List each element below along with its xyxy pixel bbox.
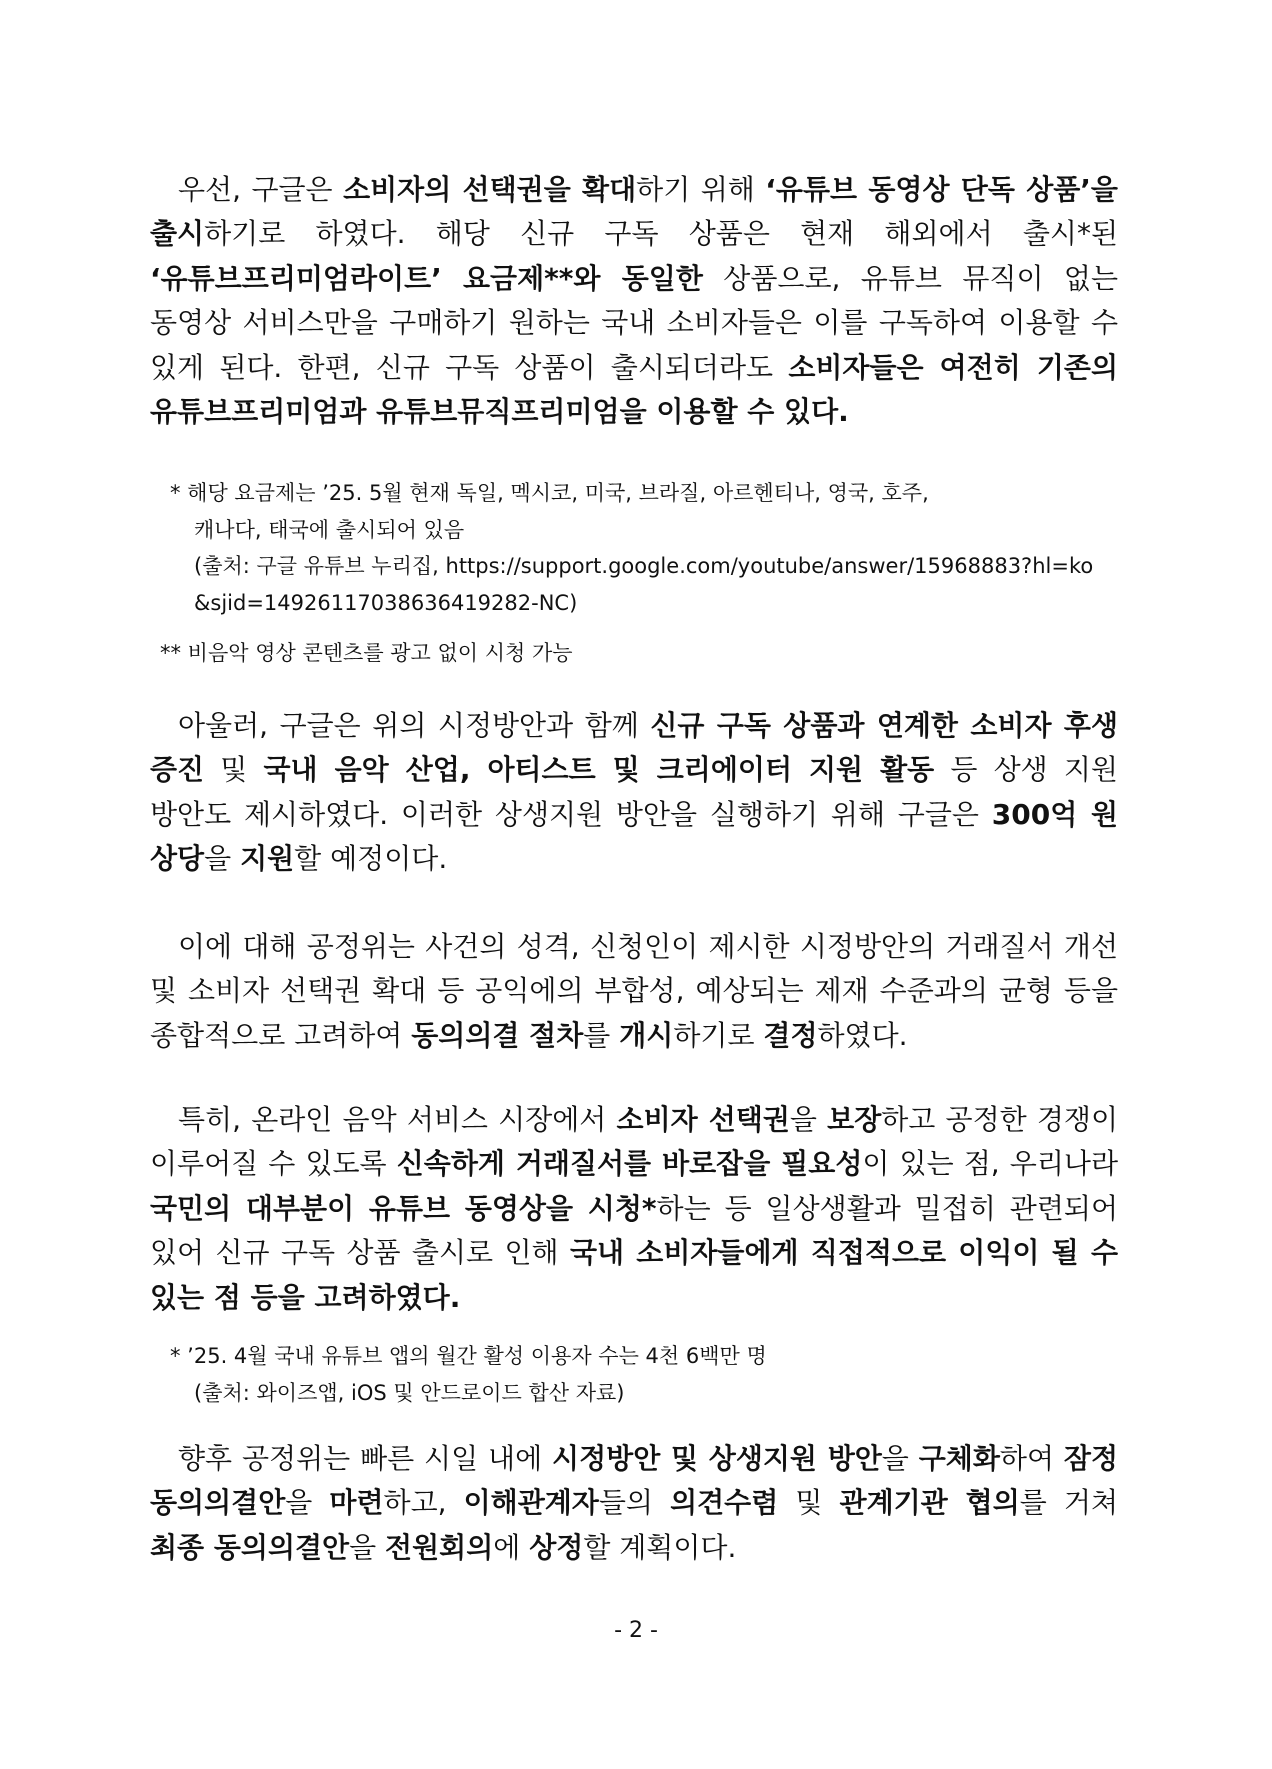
paragraph-future-plan: 향후 공정위는 빠른 시일 내에 시정방안 및 상생지원 방안을 구체화하여 잠정 동의의결안을 마련하고, 이해관계자들의 의견수렴 및 관계기관 협의를 거쳐 최종 동의의결안을 전원회의에 상정할 계획이다.: [150, 1442, 1119, 1564]
footnote-plan-availability: [170, 475, 1120, 621]
footnote-ad-free: ** 비음악 영상 콘텐츠를 광고 없이 시청 가능: [160, 641, 573, 665]
footnote-line: * 해당 요금제는 ’25. 5월 현재 독일, 멕시코, 미국, 브라질, 아르헨티나, 영국, 호주,: [170, 481, 929, 505]
footnote-source-url-cont: &sjid=14926117038636419282-NC): [194, 590, 578, 615]
paragraph-coexistence-support: 아울러, 구글은 위의 시정방안과 함께 신규 구독 상품과 연계한 소비자 후생 증진 및 국내 음악 산업, 아티스트 및 크리에이터 지원 활동 등 상생 지원 방안도 제시하였다. 이러한 상생지원 방안을 실행하기 위해 구글은 300억 원 상당을 지원할 예정이다.: [150, 709, 1118, 876]
footnote-monthly-active-users: [170, 1338, 1120, 1411]
page-number: - 2 -: [614, 1618, 658, 1643]
paragraph-considerations: 특히, 온라인 음악 서비스 시장에서 소비자 선택권을 보장하고 공정한 경쟁이 이루어질 수 있도록 신속하게 거래질서를 바로잡을 필요성이 있는 점, 우리나라 국민의 대부분이 유튜브 동영상을 시청*하는 등 일상생활과 밀접히 관련되어 있어 신규 구독 상품 출시로 인해 국내 소비자들에게 직접적으로 이익이 될 수 있는 점 등을 고려하였다.: [150, 1103, 1119, 1314]
paragraph-consent-decision-start: 이에 대해 공정위는 사건의 성격, 신청인이 제시한 시정방안의 거래질서 개선 및 소비자 선택권 확대 등 공익에의 부합성, 예상되는 제재 수준과의 균형 등을 종합적으로 고려하여 동의의결 절차를 개시하기로 결정하였다.: [150, 930, 1118, 1052]
footnote-line: 캐나다, 태국에 출시되어 있음: [194, 517, 465, 542]
footnote-line: * ’25. 4월 국내 유튜브 앱의 월간 활성 이용자 수는 4천 6백만 명: [170, 1344, 767, 1368]
footnote-source: (출처: 구글 유튜브 누리집, https://support.google.com/youtube/answer/15968883?hl=ko: [194, 554, 1094, 578]
paragraph-youtube-video-only-product: 우선, 구글은 소비자의 선택권을 확대하기 위해 ‘유튜브 동영상 단독 상품’을 출시하기로 하였다. 해당 신규 구독 상품은 현재 해외에서 출시*된 ‘유튜브프리미엄라이트’ 요금제**와 동일한 상품으로, 유튜브 뮤직이 없는 동영상 서비스만을 구매하기 원하는 국내 소비자들은 이를 구독하여 이용할 수 있게 된다. 한편, 신규 구독 상품이 출시되더라도 소비자들은 여전히 기존의 유튜브프리미엄과 유튜브뮤직프리미엄을 이용할 수 있다.: [150, 173, 1118, 429]
footnote-source: (출처: 와이즈앱, iOS 및 안드로이드 합산 자료): [194, 1380, 625, 1405]
